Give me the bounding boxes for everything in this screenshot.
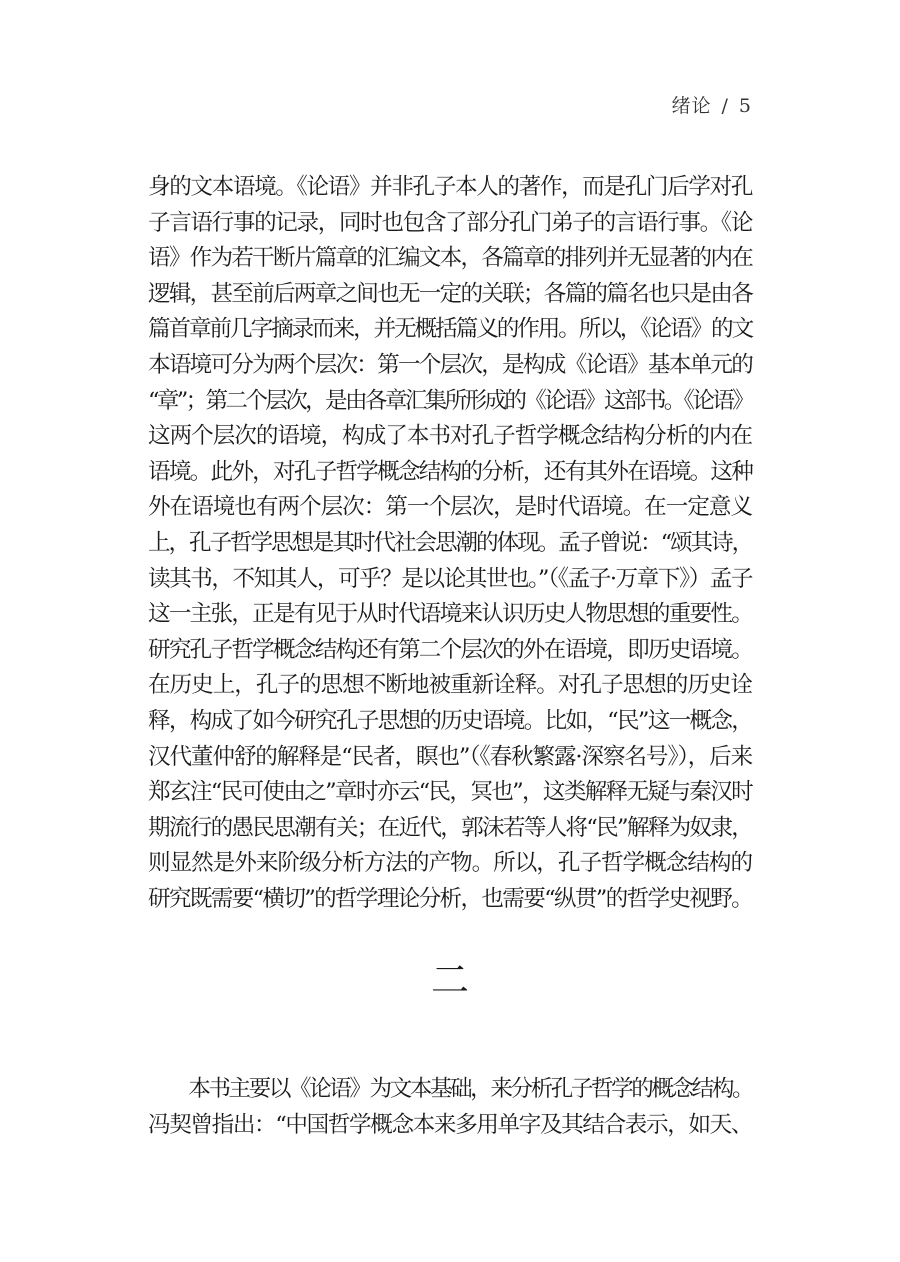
text-line: 逻辑，甚至前后两章之间也无一定的关联；各篇的篇名也只是由各 [148, 280, 752, 307]
text-line: 外在语境也有两个层次：第一个层次，是时代语境。在一定意义 [148, 494, 752, 521]
text-line: 上，孔子哲学思想是其时代社会思潮的体现。孟子曾说：“颂其诗， [148, 529, 752, 556]
text-line: 在历史上，孔子的思想不断地被重新诠释。对孔子思想的历史诠 [148, 672, 752, 699]
text-line: 冯契曾指出：“中国哲学概念本来多用单字及其结合表示，如天、 [148, 1111, 752, 1138]
text-line: 篇首章前几字摘录而来，并无概括篇义的作用。所以，《论语》的文 [148, 316, 752, 343]
paragraph-2 [148, 1072, 752, 1143]
text-line: 语境。此外，对孔子哲学概念结构的分析，还有其外在语境。这种 [148, 458, 752, 485]
section-number: 二 [430, 958, 469, 1002]
text-line: 本书主要以《论语》为文本基础，来分析孔子哲学的概念结构。 [148, 1076, 752, 1102]
paragraph-1 [148, 170, 752, 917]
text-line: 本语境可分为两个层次：第一个层次，是构成《论语》基本单元的 [148, 351, 752, 378]
header-separator: / [721, 95, 729, 117]
text-line: 释，构成了如今研究孔子思想的历史语境。比如，“民”这一概念， [148, 707, 752, 734]
text-line: 语》作为若干断片篇章的汇编文本，各篇章的排列并无显著的内在 [148, 245, 752, 272]
text-line: “章”；第二个层次，是由各章汇集所形成的《论语》这部书。《论语》 [148, 387, 752, 414]
text-line: 这一主张，正是有见于从时代语境来认识历史人物思想的重要性。 [148, 601, 752, 628]
text-line: 研究孔子哲学概念结构还有第二个层次的外在语境，即历史语境。 [148, 636, 752, 663]
text-line: 研究既需要“横切”的哲学理论分析，也需要“纵贯”的哲学史视野。 [148, 885, 752, 912]
text-line: 汉代董仲舒的解释是“民者，瞑也”（《春秋繁露·深察名号》），后来 [148, 743, 752, 770]
page-number: 5 [738, 95, 752, 117]
running-header [671, 91, 752, 118]
chapter-title: 绪论 [671, 95, 712, 117]
text-line: 期流行的愚民思潮有关；在近代，郭沫若等人将“民”解释为奴隶， [148, 814, 752, 841]
text-line: 郑玄注“民可使由之”章时亦云“民，冥也”，这类解释无疑与秦汉时 [148, 779, 752, 806]
text-line: 则显然是外来阶级分析方法的产物。所以，孔子哲学概念结构的 [148, 850, 752, 877]
text-line: 子言语行事的记录，同时也包含了部分孔门弟子的言语行事。《论 [148, 209, 752, 236]
text-line: 这两个层次的语境，构成了本书对孔子哲学概念结构分析的内在 [148, 423, 752, 450]
text-line: 身的文本语境。《论语》并非孔子本人的著作，而是孔门后学对孔 [148, 174, 752, 200]
text-line: 读其书，不知其人，可乎？是以论其世也。”（《孟子·万章下》）孟子 [148, 565, 752, 592]
